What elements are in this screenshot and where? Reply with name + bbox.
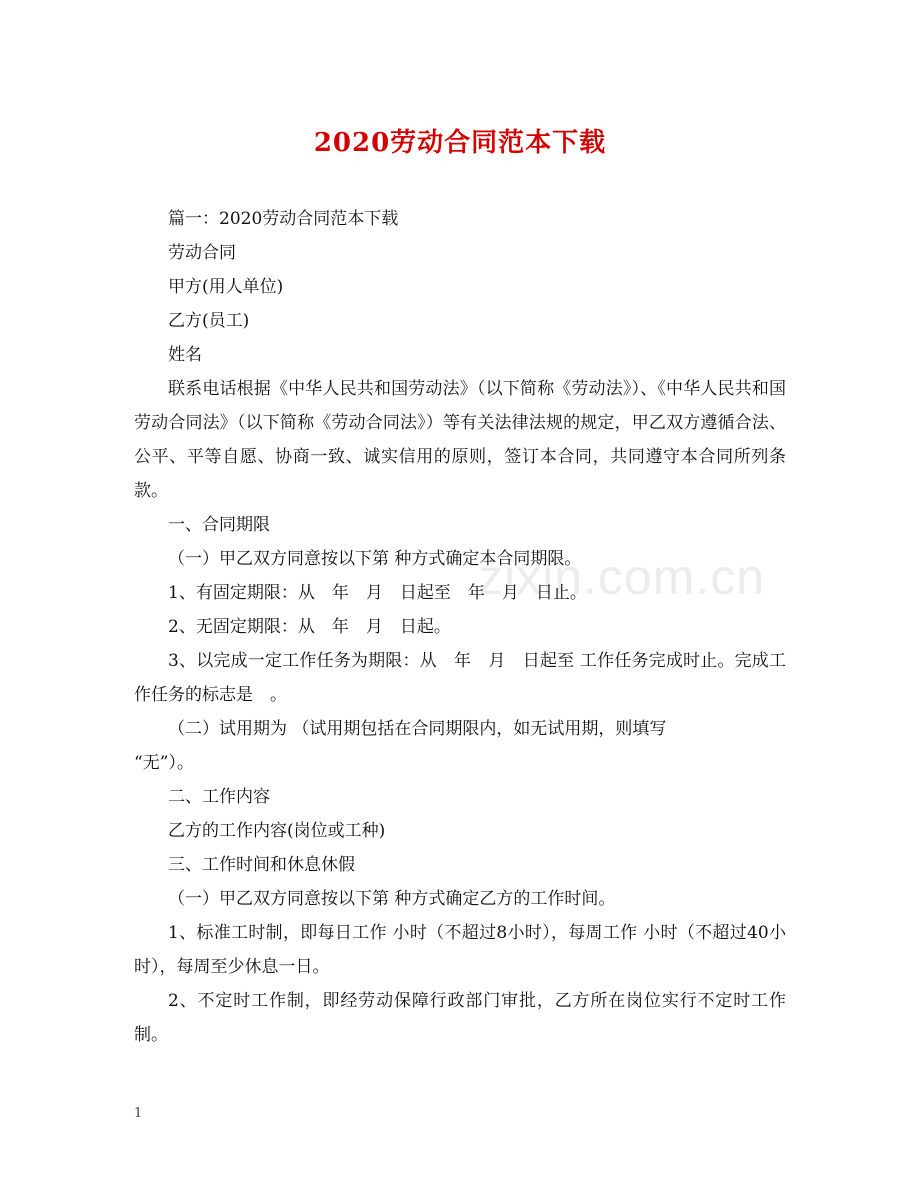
paragraph: （一）甲乙双方同意按以下第 种方式确定本合同期限。	[168, 549, 582, 569]
section-heading: 一、合同期限	[168, 515, 270, 535]
section-heading: 三、工作时间和休息休假	[168, 855, 355, 875]
page-number: 1	[134, 1106, 143, 1121]
paragraph: 甲方(用人单位)	[168, 277, 284, 297]
paragraph: 2、不定时工作制，即经劳动保障行政部门审批，乙方所在岗位实行不定时工作制。	[134, 991, 786, 1045]
page-title: 2020劳动合同范本下载	[313, 128, 607, 158]
paragraph: 3、以完成一定工作任务为期限：从 年 月 日起至 工作任务完成时止。完成工作任务的标志是 。	[134, 651, 786, 705]
paragraph: （二）试用期为 （试用期包括在合同期限内，如无试用期，则填写	[168, 719, 667, 739]
document-body	[134, 202, 786, 1052]
paragraph: “无”）。	[134, 753, 194, 773]
section-heading: 二、工作内容	[168, 787, 270, 807]
paragraph: 联系电话根据《中华人民共和国劳动法》（以下简称《劳动法》）、《中华人民共和国劳动合同法》（以下简称《劳动合同法》）等有关法律法规的规定，甲乙双方遵循合法、公平、平等自愿、协商一致、诚实信用的原则，签订本合同，共同遵守本合同所列条款。	[134, 379, 786, 501]
paragraph: 篇一：2020劳动合同范本下载	[168, 209, 399, 229]
paragraph: 乙方(员工)	[168, 311, 250, 331]
paragraph: 劳动合同	[168, 243, 236, 263]
paragraph: 2、无固定期限：从 年 月 日起。	[168, 617, 451, 637]
paragraph: 姓名	[168, 345, 202, 365]
paragraph: 乙方的工作内容(岗位或工种)	[168, 821, 386, 841]
paragraph: （一）甲乙双方同意按以下第 种方式确定乙方的工作时间。	[168, 889, 616, 909]
paragraph: 1、标准工时制，即每日工作 小时（不超过8小时），每周工作 小时（不超过40小时），每周至少休息一日。	[134, 923, 786, 977]
watermark: zixin.com.cn	[478, 549, 766, 605]
paragraph: 1、有固定期限：从 年 月 日起至 年 月 日止。	[168, 583, 587, 603]
